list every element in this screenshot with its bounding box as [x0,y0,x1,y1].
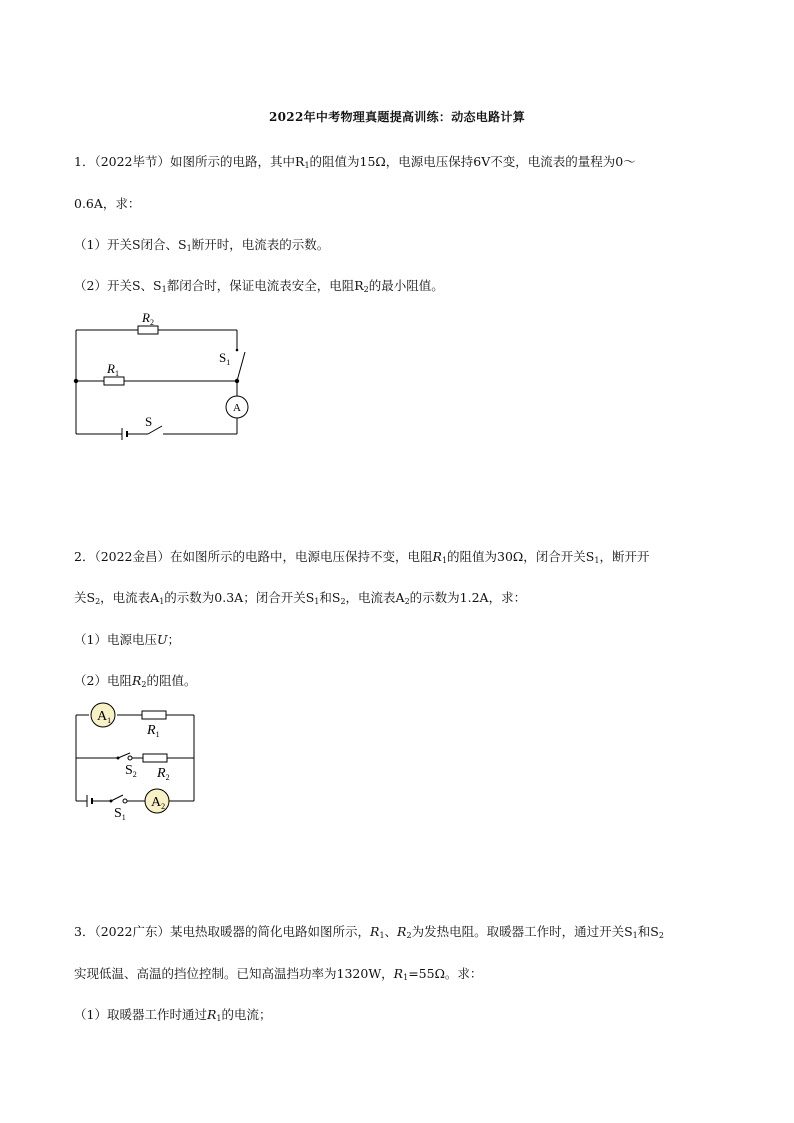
q2-l1-c: ，断开开 [599,549,650,564]
q3-l1-sub4: 2 [658,931,664,940]
q2-p1-b: ； [167,632,181,647]
q1-junction-left [74,379,78,383]
q1-label-r2: $R_2$ [142,310,154,327]
q3-l1-c: 为发热电阻。取暖器工作时，通过开关S [411,924,633,939]
q1-switch-s1-contact [236,349,239,352]
q1-p1-sub: 1 [186,244,192,253]
q2-l2-d: 和S [319,590,341,605]
q1-part1 [74,235,329,253]
q3-p1-sub: 1 [216,1014,222,1023]
q2-l2-f: 的示数为1.2A，求： [409,590,527,605]
q2-switch-s1 [111,795,123,801]
q1-p2-sub2: 2 [363,285,369,294]
q1-p2-b: 都闭合时，保证电流表安全，电阻R [166,278,364,293]
q3-l1-sub1: 1 [379,931,385,940]
q1-text-b: 的阻值为15Ω，电源电压保持6V不变，电流表的量程为0～ [309,154,636,169]
q2-l2-sub5: 2 [404,597,410,606]
q2-l2-c: 的示数为0.3A；闭合开关S [164,590,315,605]
q3-l2-sub: 1 [403,973,409,982]
q1-resistor-r1 [104,377,124,385]
q1-label-r1: $R_1$ [107,361,119,378]
q3-p1-a: （1）取暖器工作时通过 [74,1007,207,1022]
q3-l2-r: R [393,966,404,981]
q2-resistor-r2 [143,754,167,762]
q2-p2-sub: 2 [141,680,147,689]
q2-label-s1: $S_1$ [114,806,126,822]
q2-p2-b: 的阻值。 [146,673,197,688]
q1-resistor-r2 [138,326,158,334]
q2-switch-s1-pivot [110,800,113,803]
q3-l1-a: 3．（2022广东）某电热取暖器的简化电路如图所示， [74,924,371,939]
q1-label-s: S [145,414,153,429]
q3-p1-r: R [206,1007,217,1022]
q2-label-a1: $A_1$ [97,709,112,725]
q3-l2-a: 实现低温、高温的挡位控制。已知高温挡功率为1320W， [74,966,394,981]
q2-part1 [74,630,180,648]
q1-junction-right [235,379,239,383]
q2-circuit-diagram [60,700,210,825]
q2-p2-a: （2）电阻 [74,673,132,688]
q3-stem-line2 [74,964,482,982]
q3-l1-r1: R [370,924,380,939]
q2-l2-e: ，电流表A [345,590,405,605]
q2-l1-b: 的阻值为30Ω，闭合开关S [447,549,595,564]
q3-l1-d: 和S [637,924,659,939]
q1-label-s1: $S_1$ [219,350,231,367]
q2-l2-a: 关S [74,590,96,605]
q1-sub: 1 [304,161,310,170]
q2-l1-sub2: 1 [594,556,600,565]
q2-l2-sub2: 1 [159,597,165,606]
q2-l1-r: R [432,549,442,564]
q2-p1-u: U [156,632,168,647]
q2-label-r1: $R_1$ [147,723,160,739]
q2-l2-b: ，电流表A [100,590,160,605]
q3-l2-b: =55Ω。求： [408,966,483,981]
q2-l1-sub: 1 [441,556,448,565]
q3-p1-b: 的电流； [221,1007,272,1022]
q1-ammeter-label: A [233,402,241,414]
q2-l2-sub: 2 [95,597,101,606]
q2-stem-line2 [74,588,526,606]
q1-p2-c: 的最小阻值。 [368,278,444,293]
q1-text-a: 1．（2022毕节）如图所示的电路，其中R [74,154,305,169]
q3-l1-sub3: 1 [632,931,638,940]
q3-l1-b: 、 [384,924,398,939]
q1-p2-sub: 1 [161,285,167,294]
q3-l1-r2: R [397,924,407,939]
q2-p1-a: （1）电源电压 [74,632,157,647]
q1-p2-a: （2）开关S、S [74,278,162,293]
q1-p1-a: （1）开关S闭合、S [74,237,187,252]
q2-label-r2: $R_2$ [157,766,170,782]
q2-l2-sub4: 2 [340,597,346,606]
q2-switch-s2-contact [128,756,132,760]
q3-part1 [74,1005,272,1023]
q2-switch-s1-contact [123,799,127,803]
q1-switch-s1 [237,352,245,381]
q1-stem-line2: 0.6A，求： [74,196,141,211]
q2-stem-line1 [74,547,649,565]
page-title: 2022年中考物理真题提高训练：动态电路计算 [269,110,525,124]
q2-resistor-r1 [142,711,166,719]
q2-label-a2: $A_2$ [151,795,166,811]
q2-switch-s2-pivot [117,757,120,760]
q3-stem-line1 [74,922,664,940]
q2-l2-sub3: 1 [314,597,320,606]
q1-p1-b: 断开时，电流表的示数。 [191,237,330,252]
q3-l1-sub2: 2 [406,931,412,940]
q2-p2-r: R [131,673,142,688]
q2-label-s2: $S_2$ [125,763,137,779]
q1-stem-line1 [74,152,636,170]
q1-part2 [74,276,444,294]
q2-l1-a: 2．（2022金昌）在如图所示的电路中，电源电压保持不变，电阻 [74,549,433,564]
q2-part2 [74,671,196,689]
q1-circuit-diagram [60,305,260,445]
